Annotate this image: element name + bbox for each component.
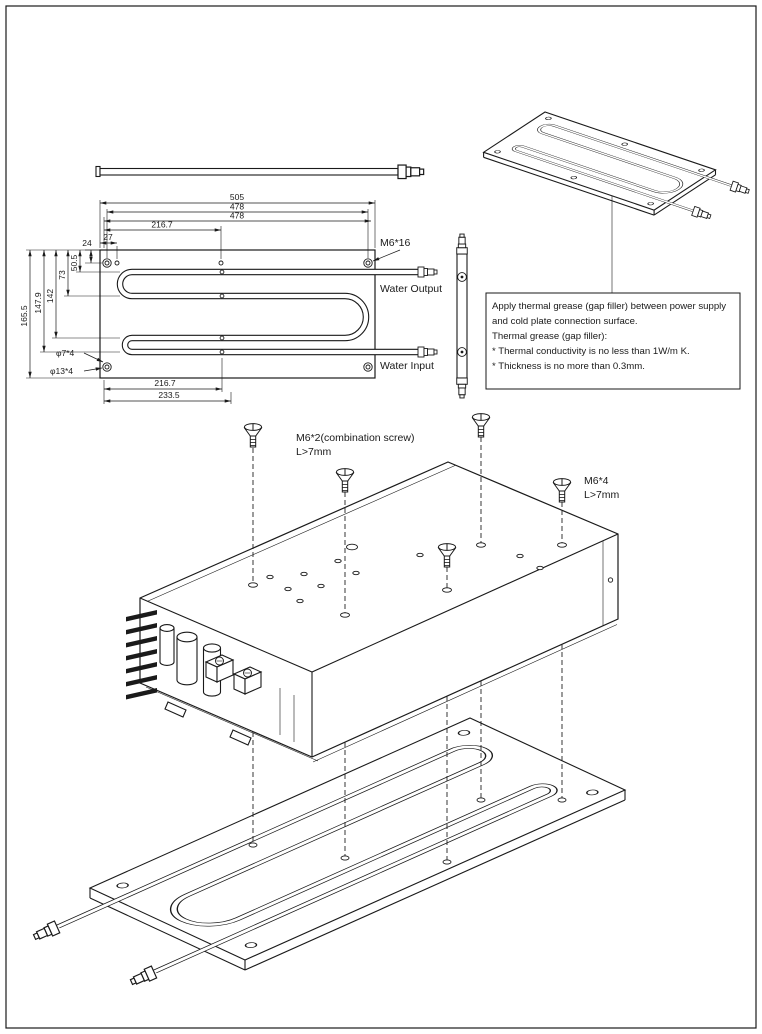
corner-screw-1 [473,414,490,437]
label-m6x4: M6*4 [584,475,609,487]
dim-216-7-top: 216.7 [151,219,173,230]
bottom-plate-top-face [90,718,625,960]
note-line-2: and cold plate connection surface. [492,316,638,327]
dim-24: 24 [82,238,92,248]
label-m6x2-length: L>7mm [296,446,332,458]
label-m6x4-length: L>7mm [584,489,620,501]
dim-165-5: 165.5 [19,305,29,327]
dim-27: 27 [103,232,113,242]
dim-147-9: 147.9 [33,292,43,314]
corner-screw-3 [554,479,571,502]
side-view-tube [96,165,424,179]
input-fitting [418,347,437,357]
dim-216-7-bottom: 216.7 [154,378,176,388]
note-line-5: * Thickness is no more than 0.3mm. [492,361,645,372]
dim-73: 73 [57,270,67,280]
note-line-3: Thermal grease (gap filler): [492,331,608,342]
label-water-input: Water Input [380,360,434,372]
dim-505: 505 [229,192,245,202]
psu-unit [126,462,618,762]
label-m6x2: M6*2(combination screw) [296,432,415,444]
psu-body [140,462,618,757]
output-fitting [418,267,437,277]
label-water-output: Water Output [380,283,443,295]
side-view-right [457,234,468,398]
note-line-1: Apply thermal grease (gap filler) between power supply [492,301,727,312]
note-line-4: * Thermal conductivity is no less than 1W/m K. [492,346,690,357]
plan-view [19,192,442,404]
thermal-note [486,293,740,389]
label-m6x16: M6*16 [380,237,411,249]
dim-233-5: 233.5 [158,390,180,400]
iso-cold-plate-large [32,718,625,988]
dim-50-5: 50.5 [69,254,79,272]
combination-screw-2 [337,469,354,492]
combination-screw-1 [245,424,262,447]
dim-142: 142 [45,288,55,304]
dim-phi13: φ13*4 [50,366,74,376]
iso-cold-plate-small [484,112,751,293]
dim-478-a: 478 [229,201,245,212]
dim-phi7: φ7*4 [56,348,75,358]
dim-478-b: 478 [229,210,245,221]
